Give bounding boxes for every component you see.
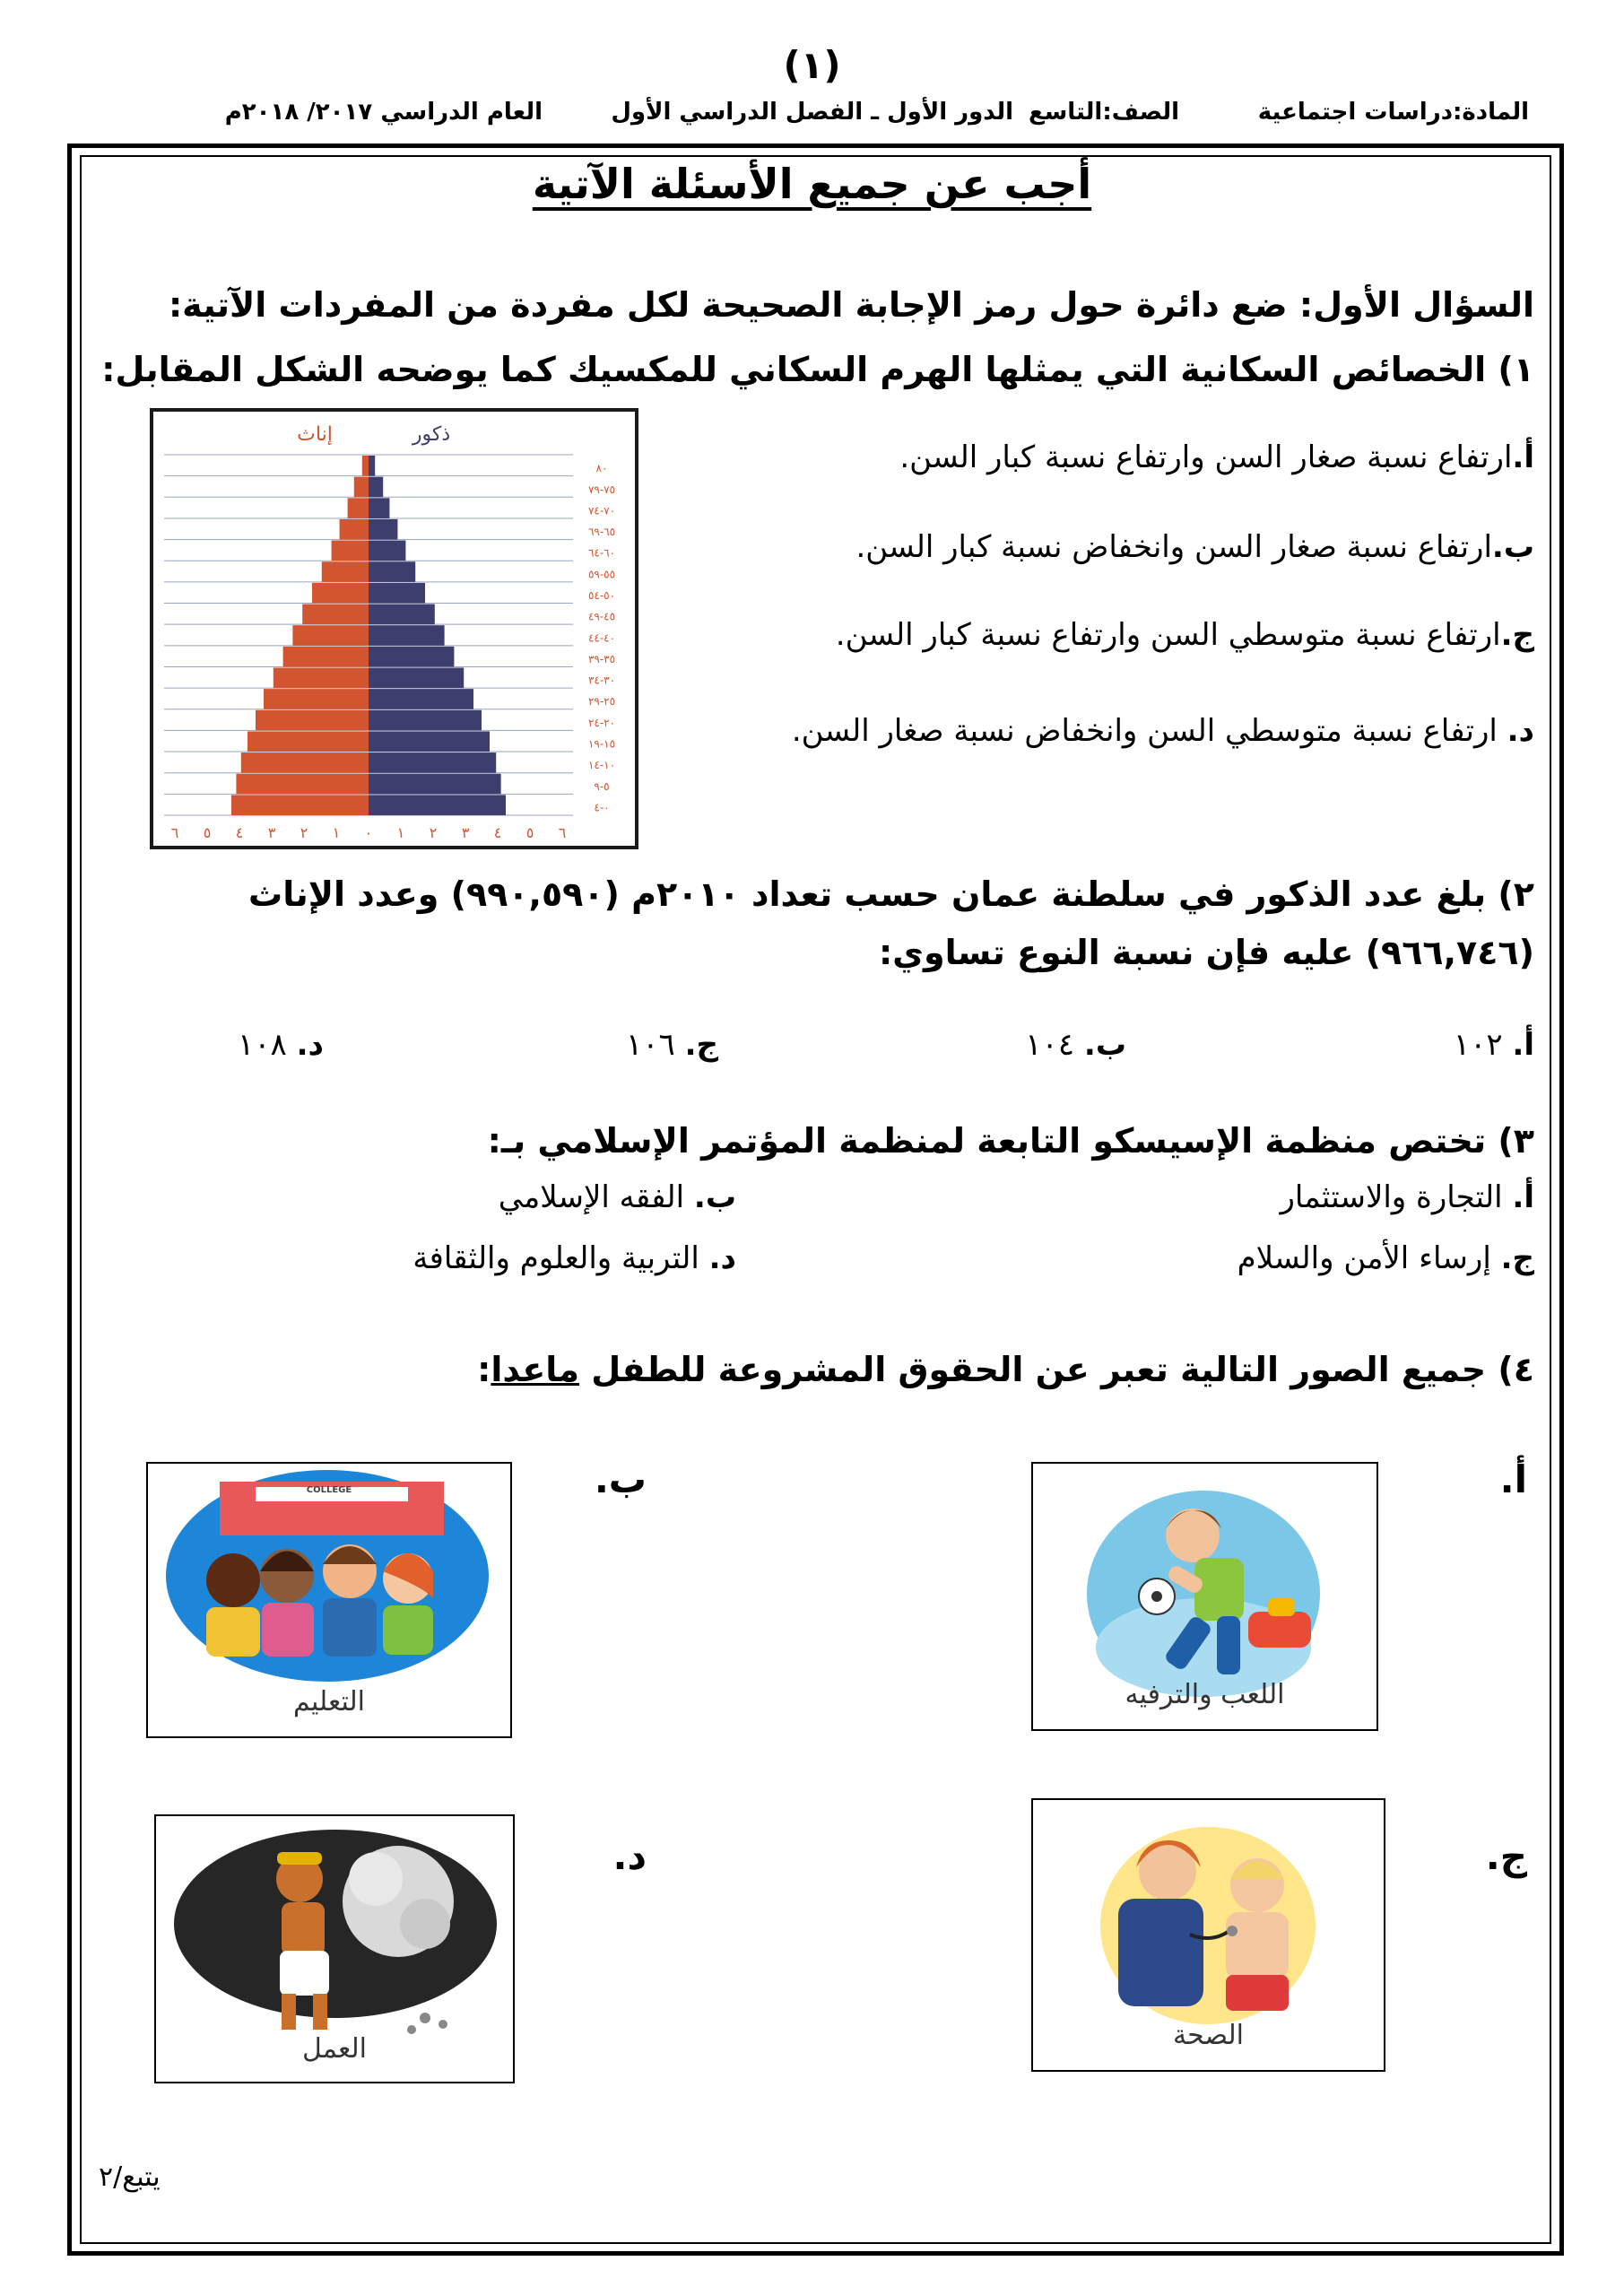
age-group-label: ٢٠-٢٤ <box>587 716 616 729</box>
option-letter: د. <box>1507 713 1534 749</box>
male-bar <box>369 604 435 625</box>
female-bar <box>340 519 369 540</box>
item-1-option-d[interactable] <box>792 713 1534 749</box>
age-group-label: ٤٠-٤٤ <box>587 631 616 645</box>
age-group-label: ٣٥-٣٩ <box>587 652 616 665</box>
age-group-label: ٥٥-٥٩ <box>587 568 616 581</box>
male-bar <box>369 667 464 688</box>
option-letter: د. <box>296 1027 324 1063</box>
male-bar <box>369 710 482 731</box>
option-text: ارتفاع نسبة متوسطي السن وارتفاع نسبة كبار السن. <box>835 617 1501 653</box>
female-bar <box>236 774 369 795</box>
age-group-label: ٨٠ <box>595 462 608 475</box>
male-bar <box>369 625 445 646</box>
age-group-label: ٧٠-٧٤ <box>587 504 616 517</box>
option-letter: د. <box>708 1240 736 1276</box>
male-bar <box>369 647 454 667</box>
female-bar <box>312 583 369 604</box>
x-tick-label: ٥ <box>525 824 534 841</box>
age-group-label: ١٠-١٤ <box>587 759 616 772</box>
male-bar <box>369 498 389 518</box>
header-term: الدور الأول ـ الفصل الدراسي الأول <box>611 99 1013 126</box>
pyramid-age-labels <box>588 462 615 813</box>
age-group-label: ٦٥-٦٩ <box>587 526 616 539</box>
item-4-letter-c: ج. <box>1485 1834 1527 1878</box>
item-4-letter-b: ب. <box>594 1457 647 1501</box>
page-number: (١) <box>783 43 841 87</box>
male-bar <box>369 456 375 476</box>
male-bar <box>369 519 397 540</box>
x-tick-label: ٢ <box>300 824 308 841</box>
header-year: العام الدراسي ٢٠١٧/ ٢٠١٨م <box>224 99 543 126</box>
option-letter: ب. <box>693 1179 736 1215</box>
picture-option-play[interactable] <box>1031 1462 1378 1731</box>
item-4-stem-emphasis: ماعدا <box>491 1350 580 1389</box>
picture-caption-health: الصحة <box>1173 2020 1244 2051</box>
age-group-label: ٦٠-٦٤ <box>587 546 616 560</box>
option-letter: ج. <box>684 1027 718 1063</box>
male-bar <box>369 752 496 773</box>
item-1-option-a[interactable] <box>899 439 1534 475</box>
item-4-stem-colon: : <box>477 1350 491 1389</box>
item-2-stem-line-1: ٢) بلغ عدد الذكور في سلطنة عمان حسب تعداد ٢٠١٠م (٩٩٠,٥٩٠) وعدد الإناث <box>248 874 1534 914</box>
female-bar <box>231 795 369 815</box>
item-4-letter-d: د. <box>612 1834 647 1878</box>
female-bar <box>264 689 369 709</box>
x-tick-label: ١ <box>332 824 341 841</box>
option-letter: ب. <box>1083 1027 1126 1063</box>
option-letter: أ. <box>1512 439 1534 475</box>
option-text: ١٠٢ <box>1453 1027 1513 1063</box>
option-text: ارتفاع نسبة صغار السن وارتفاع نسبة كبار السن. <box>899 439 1513 475</box>
exam-header <box>76 99 1538 144</box>
option-text: ١٠٨ <box>238 1027 297 1063</box>
item-4-stem-text: ٤) جميع الصور التالية تعبر عن الحقوق المشروعة للطفل <box>579 1350 1534 1389</box>
female-bar <box>283 647 369 667</box>
female-bar <box>332 541 369 561</box>
legend-male: ذكور <box>412 423 451 446</box>
item-1-option-b[interactable] <box>855 529 1534 565</box>
option-letter: أ. <box>1512 1179 1534 1215</box>
male-bar <box>369 731 490 752</box>
item-4-letter-a: أ. <box>1499 1457 1527 1501</box>
picture-option-education[interactable] <box>146 1462 512 1738</box>
item-3-option-d[interactable] <box>413 1240 736 1276</box>
x-tick-label: ٤ <box>493 824 502 841</box>
male-bar <box>369 774 501 795</box>
female-bar <box>248 731 369 752</box>
item-2-option-d[interactable] <box>238 1027 324 1063</box>
picture-option-labor[interactable] <box>154 1814 515 2083</box>
age-group-label: ١٥-١٩ <box>587 737 616 751</box>
item-2-option-c[interactable] <box>626 1027 718 1063</box>
x-tick-label: ٦ <box>170 824 179 841</box>
x-tick-label: ٠ <box>364 824 373 841</box>
x-tick-label: ٦ <box>558 824 567 841</box>
option-text: التجارة والاستثمار <box>1280 1179 1513 1215</box>
item-3-option-b[interactable] <box>499 1179 736 1215</box>
population-pyramid-chart <box>153 412 635 846</box>
x-tick-label: ١ <box>396 824 405 841</box>
female-bar <box>302 604 369 625</box>
item-2-option-a[interactable] <box>1454 1027 1534 1063</box>
female-bar <box>362 456 369 476</box>
option-text: ١٠٦ <box>625 1027 685 1063</box>
female-bar <box>292 625 369 646</box>
x-tick-label: ٣ <box>461 824 470 841</box>
picture-caption-labor: العمل <box>301 2033 367 2065</box>
age-group-label: ٧٥-٧٩ <box>587 483 616 496</box>
female-bar <box>354 477 369 498</box>
item-2-stem-line-2: (٩٦٦,٧٤٦) عليه فإن نسبة النوع تساوي: <box>878 933 1534 972</box>
age-group-label: ٠-٤ <box>594 801 610 814</box>
male-bar <box>369 541 405 561</box>
picture-caption-education: التعليم <box>293 1686 365 1718</box>
age-group-label: ٢٥-٢٩ <box>587 695 616 709</box>
male-bar <box>369 795 506 815</box>
female-bar <box>348 498 369 518</box>
male-bar <box>369 561 415 582</box>
female-bar <box>241 752 369 773</box>
college-sign: COLLEGE <box>306 1485 352 1495</box>
option-letter: ب. <box>1491 529 1534 565</box>
header-subject: المادة:دراسات اجتماعية <box>1257 99 1529 126</box>
picture-option-health[interactable] <box>1031 1798 1385 2072</box>
picture-caption-play: اللعب والترفيه <box>1125 1679 1285 1710</box>
pyramid-x-ticks <box>171 824 567 841</box>
question-one-heading: السؤال الأول: ضع دائرة حول رمز الإجابة الصحيحة لكل مفردة من المفردات الآتية: <box>168 285 1534 325</box>
option-letter: أ. <box>1512 1027 1534 1063</box>
legend-female: إناث <box>297 423 333 446</box>
option-text: الفقه الإسلامي <box>498 1179 694 1215</box>
age-group-label: ٥-٩ <box>594 779 610 793</box>
item-3-option-a[interactable] <box>1281 1179 1535 1215</box>
female-bar <box>256 710 369 731</box>
item-1-stem: ١) الخصائص السكانية التي يمثلها الهرم السكاني للمكسيك كما يوضحه الشكل المقابل: <box>101 350 1534 389</box>
option-text: إرساء الأمن والسلام <box>1237 1240 1501 1276</box>
x-tick-label: ٥ <box>203 824 212 841</box>
main-title: أجب عن جميع الأسئلة الآتية <box>532 160 1092 208</box>
x-tick-label: ٣ <box>267 824 276 841</box>
option-letter: ج. <box>1500 1240 1534 1276</box>
pyramid-bars <box>231 456 506 815</box>
age-group-label: ٤٥-٤٩ <box>587 610 616 623</box>
item-1-option-c[interactable] <box>836 617 1534 653</box>
age-group-label: ٣٠-٣٤ <box>587 674 616 687</box>
option-letter: ج. <box>1500 617 1534 653</box>
female-bar <box>322 561 369 582</box>
option-text: ارتفاع نسبة متوسطي السن وانخفاض نسبة صغار السن. <box>791 713 1507 749</box>
x-tick-label: ٢ <box>429 824 438 841</box>
item-3-option-c[interactable] <box>1238 1240 1534 1276</box>
item-2-option-b[interactable] <box>1025 1027 1126 1063</box>
continue-note: يتبع/٢ <box>99 2161 161 2193</box>
age-group-label: ٥٠-٥٤ <box>587 589 616 602</box>
item-4-stem <box>477 1350 1534 1389</box>
male-bar <box>369 583 425 604</box>
option-text: ارتفاع نسبة صغار السن وانخفاض نسبة كبار السن. <box>855 529 1492 565</box>
x-tick-label: ٤ <box>235 824 244 841</box>
male-bar <box>369 477 383 498</box>
population-pyramid-figure <box>150 408 638 849</box>
option-text: ١٠٤ <box>1025 1027 1084 1063</box>
option-text: التربية والعلوم والثقافة <box>413 1240 709 1276</box>
item-3-stem: ٣) تختص منظمة الإسيسكو التابعة لمنظمة المؤتمر الإسلامي بـ: <box>487 1121 1534 1161</box>
female-bar <box>274 667 369 688</box>
male-bar <box>369 689 473 709</box>
header-grade: الصف:التاسع <box>1028 99 1179 126</box>
